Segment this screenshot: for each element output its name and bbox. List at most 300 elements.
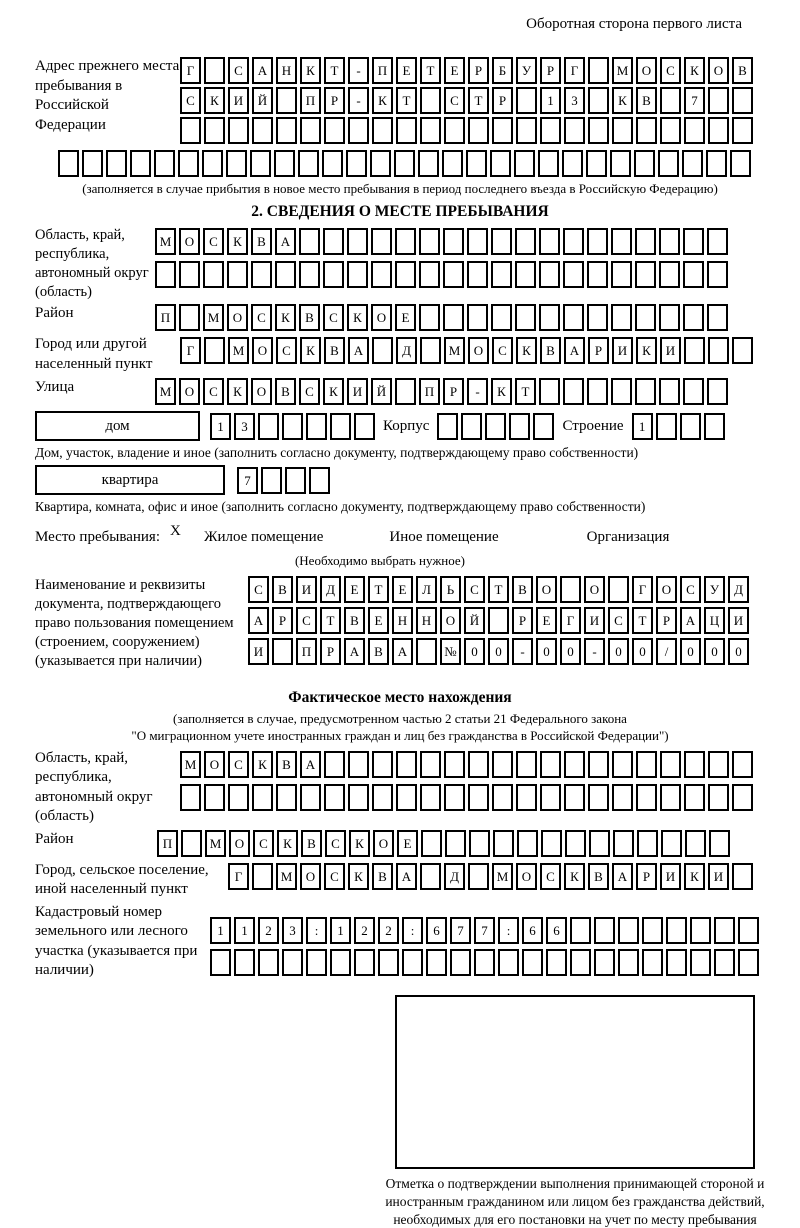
- char-box[interactable]: [533, 413, 554, 440]
- char-box[interactable]: [396, 117, 417, 144]
- char-box[interactable]: [612, 751, 633, 778]
- char-box[interactable]: И: [584, 607, 605, 634]
- char-box[interactable]: [563, 378, 584, 405]
- char-box[interactable]: [395, 228, 416, 255]
- char-box[interactable]: [706, 150, 727, 177]
- char-box[interactable]: [690, 917, 711, 944]
- char-box[interactable]: Т: [632, 607, 653, 634]
- char-box[interactable]: [323, 228, 344, 255]
- char-box[interactable]: [636, 751, 657, 778]
- apartment-field-box[interactable]: квартира: [35, 465, 225, 495]
- char-box[interactable]: [445, 830, 466, 857]
- char-box[interactable]: Й: [252, 87, 273, 114]
- char-box[interactable]: 6: [522, 917, 543, 944]
- char-box[interactable]: Ь: [440, 576, 461, 603]
- char-box[interactable]: П: [155, 304, 176, 331]
- char-box[interactable]: [258, 413, 279, 440]
- char-box[interactable]: [560, 576, 581, 603]
- region-row-1[interactable]: [155, 228, 728, 255]
- char-box[interactable]: [348, 784, 369, 811]
- document-row-2[interactable]: [248, 607, 749, 634]
- char-box[interactable]: [468, 751, 489, 778]
- char-box[interactable]: К: [348, 863, 369, 890]
- char-box[interactable]: [732, 863, 753, 890]
- char-box[interactable]: К: [684, 863, 705, 890]
- char-box[interactable]: [395, 261, 416, 288]
- char-box[interactable]: В: [512, 576, 533, 603]
- char-box[interactable]: [204, 784, 225, 811]
- char-box[interactable]: [372, 751, 393, 778]
- char-box[interactable]: [348, 117, 369, 144]
- char-box[interactable]: М: [228, 337, 249, 364]
- char-box[interactable]: [594, 949, 615, 976]
- char-box[interactable]: [515, 228, 536, 255]
- char-box[interactable]: И: [347, 378, 368, 405]
- char-box[interactable]: М: [205, 830, 226, 857]
- char-box[interactable]: [276, 87, 297, 114]
- char-box[interactable]: [443, 304, 464, 331]
- char-box[interactable]: [490, 150, 511, 177]
- char-box[interactable]: [282, 413, 303, 440]
- char-box[interactable]: [707, 378, 728, 405]
- char-box[interactable]: 0: [536, 638, 557, 665]
- char-box[interactable]: [732, 87, 753, 114]
- char-box[interactable]: Р: [272, 607, 293, 634]
- char-box[interactable]: [130, 150, 151, 177]
- char-box[interactable]: М: [612, 57, 633, 84]
- char-box[interactable]: [708, 117, 729, 144]
- char-box[interactable]: У: [704, 576, 725, 603]
- char-box[interactable]: [611, 261, 632, 288]
- char-box[interactable]: У: [516, 57, 537, 84]
- stay-type-checkbox-residential[interactable]: X: [170, 523, 181, 540]
- char-box[interactable]: [324, 751, 345, 778]
- char-box[interactable]: С: [492, 337, 513, 364]
- char-box[interactable]: [661, 830, 682, 857]
- char-box[interactable]: С: [680, 576, 701, 603]
- char-box[interactable]: О: [636, 57, 657, 84]
- char-box[interactable]: 3: [564, 87, 585, 114]
- char-box[interactable]: С: [660, 57, 681, 84]
- char-box[interactable]: 0: [488, 638, 509, 665]
- char-box[interactable]: [210, 949, 231, 976]
- char-box[interactable]: [708, 337, 729, 364]
- char-box[interactable]: [570, 917, 591, 944]
- char-box[interactable]: Т: [320, 607, 341, 634]
- char-box[interactable]: [467, 304, 488, 331]
- cadastral-row-2[interactable]: [210, 949, 759, 976]
- char-box[interactable]: М: [155, 228, 176, 255]
- char-box[interactable]: [546, 949, 567, 976]
- char-box[interactable]: [708, 784, 729, 811]
- char-box[interactable]: [396, 751, 417, 778]
- char-box[interactable]: [299, 228, 320, 255]
- char-box[interactable]: [589, 830, 610, 857]
- char-box[interactable]: [347, 228, 368, 255]
- korpus-cells[interactable]: [437, 413, 554, 440]
- char-box[interactable]: [683, 228, 704, 255]
- char-box[interactable]: [642, 949, 663, 976]
- char-box[interactable]: Е: [396, 57, 417, 84]
- char-box[interactable]: К: [300, 337, 321, 364]
- char-box[interactable]: С: [464, 576, 485, 603]
- char-box[interactable]: 0: [464, 638, 485, 665]
- char-box[interactable]: К: [491, 378, 512, 405]
- char-box[interactable]: И: [728, 607, 749, 634]
- char-box[interactable]: [613, 830, 634, 857]
- char-box[interactable]: [659, 378, 680, 405]
- char-box[interactable]: Й: [371, 378, 392, 405]
- char-box[interactable]: В: [272, 576, 293, 603]
- char-box[interactable]: К: [275, 304, 296, 331]
- char-box[interactable]: [690, 949, 711, 976]
- char-box[interactable]: [732, 337, 753, 364]
- char-box[interactable]: :: [498, 917, 519, 944]
- char-box[interactable]: [586, 150, 607, 177]
- char-box[interactable]: -: [348, 57, 369, 84]
- char-box[interactable]: С: [228, 57, 249, 84]
- char-box[interactable]: Д: [728, 576, 749, 603]
- street-row[interactable]: [155, 378, 728, 405]
- char-box[interactable]: [666, 949, 687, 976]
- char-box[interactable]: [306, 413, 327, 440]
- char-box[interactable]: Д: [320, 576, 341, 603]
- char-box[interactable]: [516, 87, 537, 114]
- char-box[interactable]: Л: [416, 576, 437, 603]
- char-box[interactable]: 1: [330, 917, 351, 944]
- char-box[interactable]: [252, 863, 273, 890]
- char-box[interactable]: А: [680, 607, 701, 634]
- char-box[interactable]: [180, 784, 201, 811]
- char-box[interactable]: [309, 467, 330, 494]
- char-box[interactable]: [683, 304, 704, 331]
- char-box[interactable]: С: [180, 87, 201, 114]
- char-box[interactable]: [420, 784, 441, 811]
- char-box[interactable]: О: [584, 576, 605, 603]
- char-box[interactable]: [588, 784, 609, 811]
- char-box[interactable]: 0: [632, 638, 653, 665]
- actual-region-row-1[interactable]: [180, 751, 753, 778]
- char-box[interactable]: Р: [492, 87, 513, 114]
- char-box[interactable]: [226, 150, 247, 177]
- char-box[interactable]: [330, 949, 351, 976]
- char-box[interactable]: [522, 949, 543, 976]
- char-box[interactable]: [442, 150, 463, 177]
- char-box[interactable]: 7: [237, 467, 258, 494]
- char-box[interactable]: 1: [210, 413, 231, 440]
- char-box[interactable]: [420, 337, 441, 364]
- char-box[interactable]: Р: [324, 87, 345, 114]
- char-box[interactable]: А: [396, 863, 417, 890]
- char-box[interactable]: К: [252, 751, 273, 778]
- char-box[interactable]: Е: [344, 576, 365, 603]
- char-box[interactable]: С: [325, 830, 346, 857]
- char-box[interactable]: [324, 784, 345, 811]
- char-box[interactable]: И: [612, 337, 633, 364]
- char-box[interactable]: М: [155, 378, 176, 405]
- char-box[interactable]: [227, 261, 248, 288]
- char-box[interactable]: [181, 830, 202, 857]
- char-box[interactable]: [179, 304, 200, 331]
- actual-region-row-2[interactable]: [180, 784, 753, 811]
- char-box[interactable]: [610, 150, 631, 177]
- char-box[interactable]: [541, 830, 562, 857]
- char-box[interactable]: [416, 638, 437, 665]
- char-box[interactable]: К: [347, 304, 368, 331]
- char-box[interactable]: [282, 949, 303, 976]
- char-box[interactable]: [450, 949, 471, 976]
- char-box[interactable]: Р: [443, 378, 464, 405]
- prev-address-row-3[interactable]: [180, 117, 753, 144]
- char-box[interactable]: [516, 117, 537, 144]
- char-box[interactable]: Т: [515, 378, 536, 405]
- char-box[interactable]: [467, 261, 488, 288]
- char-box[interactable]: В: [732, 57, 753, 84]
- char-box[interactable]: 2: [378, 917, 399, 944]
- char-box[interactable]: [228, 784, 249, 811]
- char-box[interactable]: А: [348, 337, 369, 364]
- char-box[interactable]: П: [300, 87, 321, 114]
- char-box[interactable]: [394, 150, 415, 177]
- district-row[interactable]: [155, 304, 728, 331]
- char-box[interactable]: В: [344, 607, 365, 634]
- char-box[interactable]: О: [516, 863, 537, 890]
- char-box[interactable]: [637, 830, 658, 857]
- char-box[interactable]: [493, 830, 514, 857]
- char-box[interactable]: 7: [450, 917, 471, 944]
- char-box[interactable]: 3: [282, 917, 303, 944]
- char-box[interactable]: Т: [396, 87, 417, 114]
- char-box[interactable]: Р: [320, 638, 341, 665]
- char-box[interactable]: К: [204, 87, 225, 114]
- char-box[interactable]: [612, 784, 633, 811]
- char-box[interactable]: [250, 150, 271, 177]
- char-box[interactable]: [485, 413, 506, 440]
- char-box[interactable]: [420, 87, 441, 114]
- char-box[interactable]: С: [251, 304, 272, 331]
- char-box[interactable]: О: [468, 337, 489, 364]
- char-box[interactable]: [564, 117, 585, 144]
- char-box[interactable]: [178, 150, 199, 177]
- char-box[interactable]: О: [440, 607, 461, 634]
- char-box[interactable]: Е: [368, 607, 389, 634]
- char-box[interactable]: [180, 117, 201, 144]
- char-box[interactable]: В: [301, 830, 322, 857]
- char-box[interactable]: В: [540, 337, 561, 364]
- char-box[interactable]: [564, 784, 585, 811]
- char-box[interactable]: [635, 304, 656, 331]
- char-box[interactable]: О: [252, 337, 273, 364]
- char-box[interactable]: [492, 784, 513, 811]
- char-box[interactable]: [634, 150, 655, 177]
- char-box[interactable]: [395, 378, 416, 405]
- char-box[interactable]: [659, 228, 680, 255]
- char-box[interactable]: [420, 751, 441, 778]
- char-box[interactable]: [371, 261, 392, 288]
- char-box[interactable]: Р: [588, 337, 609, 364]
- char-box[interactable]: С: [203, 378, 224, 405]
- char-box[interactable]: [323, 261, 344, 288]
- char-box[interactable]: [469, 830, 490, 857]
- char-box[interactable]: [594, 917, 615, 944]
- char-box[interactable]: [372, 784, 393, 811]
- char-box[interactable]: [202, 150, 223, 177]
- char-box[interactable]: [588, 57, 609, 84]
- char-box[interactable]: К: [349, 830, 370, 857]
- char-box[interactable]: [444, 117, 465, 144]
- char-box[interactable]: [299, 261, 320, 288]
- char-box[interactable]: [562, 150, 583, 177]
- char-box[interactable]: [635, 261, 656, 288]
- char-box[interactable]: Ц: [704, 607, 725, 634]
- char-box[interactable]: :: [402, 917, 423, 944]
- char-box[interactable]: [683, 378, 704, 405]
- char-box[interactable]: [275, 261, 296, 288]
- char-box[interactable]: [444, 784, 465, 811]
- char-box[interactable]: Е: [444, 57, 465, 84]
- char-box[interactable]: [228, 117, 249, 144]
- char-box[interactable]: 1: [234, 917, 255, 944]
- char-box[interactable]: [298, 150, 319, 177]
- char-box[interactable]: [538, 150, 559, 177]
- char-box[interactable]: [461, 413, 482, 440]
- char-box[interactable]: [258, 949, 279, 976]
- char-box[interactable]: [426, 949, 447, 976]
- char-box[interactable]: С: [444, 87, 465, 114]
- char-box[interactable]: [608, 576, 629, 603]
- char-box[interactable]: И: [660, 337, 681, 364]
- char-box[interactable]: [252, 117, 273, 144]
- char-box[interactable]: [324, 117, 345, 144]
- char-box[interactable]: [563, 304, 584, 331]
- char-box[interactable]: [708, 751, 729, 778]
- char-box[interactable]: Й: [464, 607, 485, 634]
- char-box[interactable]: /: [656, 638, 677, 665]
- char-box[interactable]: Б: [492, 57, 513, 84]
- cadastral-row-1[interactable]: [210, 917, 759, 944]
- char-box[interactable]: [660, 784, 681, 811]
- char-box[interactable]: О: [179, 228, 200, 255]
- char-box[interactable]: В: [636, 87, 657, 114]
- char-box[interactable]: [300, 117, 321, 144]
- char-box[interactable]: П: [157, 830, 178, 857]
- char-box[interactable]: С: [299, 378, 320, 405]
- char-box[interactable]: [272, 638, 293, 665]
- char-box[interactable]: П: [419, 378, 440, 405]
- char-box[interactable]: [540, 751, 561, 778]
- char-box[interactable]: [684, 117, 705, 144]
- char-box[interactable]: [306, 949, 327, 976]
- char-box[interactable]: [730, 150, 751, 177]
- char-box[interactable]: [354, 949, 375, 976]
- char-box[interactable]: [492, 751, 513, 778]
- char-box[interactable]: Е: [392, 576, 413, 603]
- char-box[interactable]: 1: [632, 413, 653, 440]
- char-box[interactable]: [443, 228, 464, 255]
- char-box[interactable]: [204, 57, 225, 84]
- char-box[interactable]: [179, 261, 200, 288]
- char-box[interactable]: -: [512, 638, 533, 665]
- char-box[interactable]: [252, 784, 273, 811]
- char-box[interactable]: [204, 117, 225, 144]
- char-box[interactable]: [491, 261, 512, 288]
- char-box[interactable]: В: [368, 638, 389, 665]
- char-box[interactable]: Т: [468, 87, 489, 114]
- char-box[interactable]: [474, 949, 495, 976]
- char-box[interactable]: Т: [368, 576, 389, 603]
- char-box[interactable]: В: [372, 863, 393, 890]
- char-box[interactable]: [251, 261, 272, 288]
- char-box[interactable]: [587, 304, 608, 331]
- char-box[interactable]: [418, 150, 439, 177]
- char-box[interactable]: Д: [396, 337, 417, 364]
- char-box[interactable]: [372, 337, 393, 364]
- char-box[interactable]: [443, 261, 464, 288]
- char-box[interactable]: [540, 117, 561, 144]
- char-box[interactable]: Е: [395, 304, 416, 331]
- char-box[interactable]: Е: [397, 830, 418, 857]
- char-box[interactable]: 1: [210, 917, 231, 944]
- char-box[interactable]: 3: [234, 413, 255, 440]
- char-box[interactable]: 0: [704, 638, 725, 665]
- char-box[interactable]: [516, 751, 537, 778]
- char-box[interactable]: [680, 413, 701, 440]
- char-box[interactable]: И: [248, 638, 269, 665]
- char-box[interactable]: М: [444, 337, 465, 364]
- char-box[interactable]: О: [204, 751, 225, 778]
- char-box[interactable]: [732, 784, 753, 811]
- char-box[interactable]: [467, 228, 488, 255]
- char-box[interactable]: В: [588, 863, 609, 890]
- prev-address-row-4[interactable]: [58, 150, 800, 177]
- char-box[interactable]: С: [228, 751, 249, 778]
- char-box[interactable]: А: [564, 337, 585, 364]
- char-box[interactable]: О: [229, 830, 250, 857]
- char-box[interactable]: [274, 150, 295, 177]
- char-box[interactable]: Д: [444, 863, 465, 890]
- char-box[interactable]: В: [324, 337, 345, 364]
- char-box[interactable]: [642, 917, 663, 944]
- char-box[interactable]: [154, 150, 175, 177]
- char-box[interactable]: Р: [468, 57, 489, 84]
- char-box[interactable]: [348, 751, 369, 778]
- char-box[interactable]: [419, 261, 440, 288]
- char-box[interactable]: Т: [488, 576, 509, 603]
- char-box[interactable]: А: [344, 638, 365, 665]
- char-box[interactable]: 7: [684, 87, 705, 114]
- char-box[interactable]: [588, 751, 609, 778]
- char-box[interactable]: [491, 304, 512, 331]
- char-box[interactable]: [372, 117, 393, 144]
- char-box[interactable]: [587, 228, 608, 255]
- char-box[interactable]: [682, 150, 703, 177]
- char-box[interactable]: М: [180, 751, 201, 778]
- char-box[interactable]: [635, 378, 656, 405]
- char-box[interactable]: [707, 261, 728, 288]
- char-box[interactable]: [570, 949, 591, 976]
- char-box[interactable]: О: [708, 57, 729, 84]
- char-box[interactable]: [421, 830, 442, 857]
- house-cells[interactable]: [210, 413, 375, 440]
- char-box[interactable]: С: [608, 607, 629, 634]
- char-box[interactable]: О: [251, 378, 272, 405]
- char-box[interactable]: Н: [416, 607, 437, 634]
- char-box[interactable]: 6: [546, 917, 567, 944]
- char-box[interactable]: №: [440, 638, 461, 665]
- char-box[interactable]: [683, 261, 704, 288]
- char-box[interactable]: [330, 413, 351, 440]
- char-box[interactable]: [611, 228, 632, 255]
